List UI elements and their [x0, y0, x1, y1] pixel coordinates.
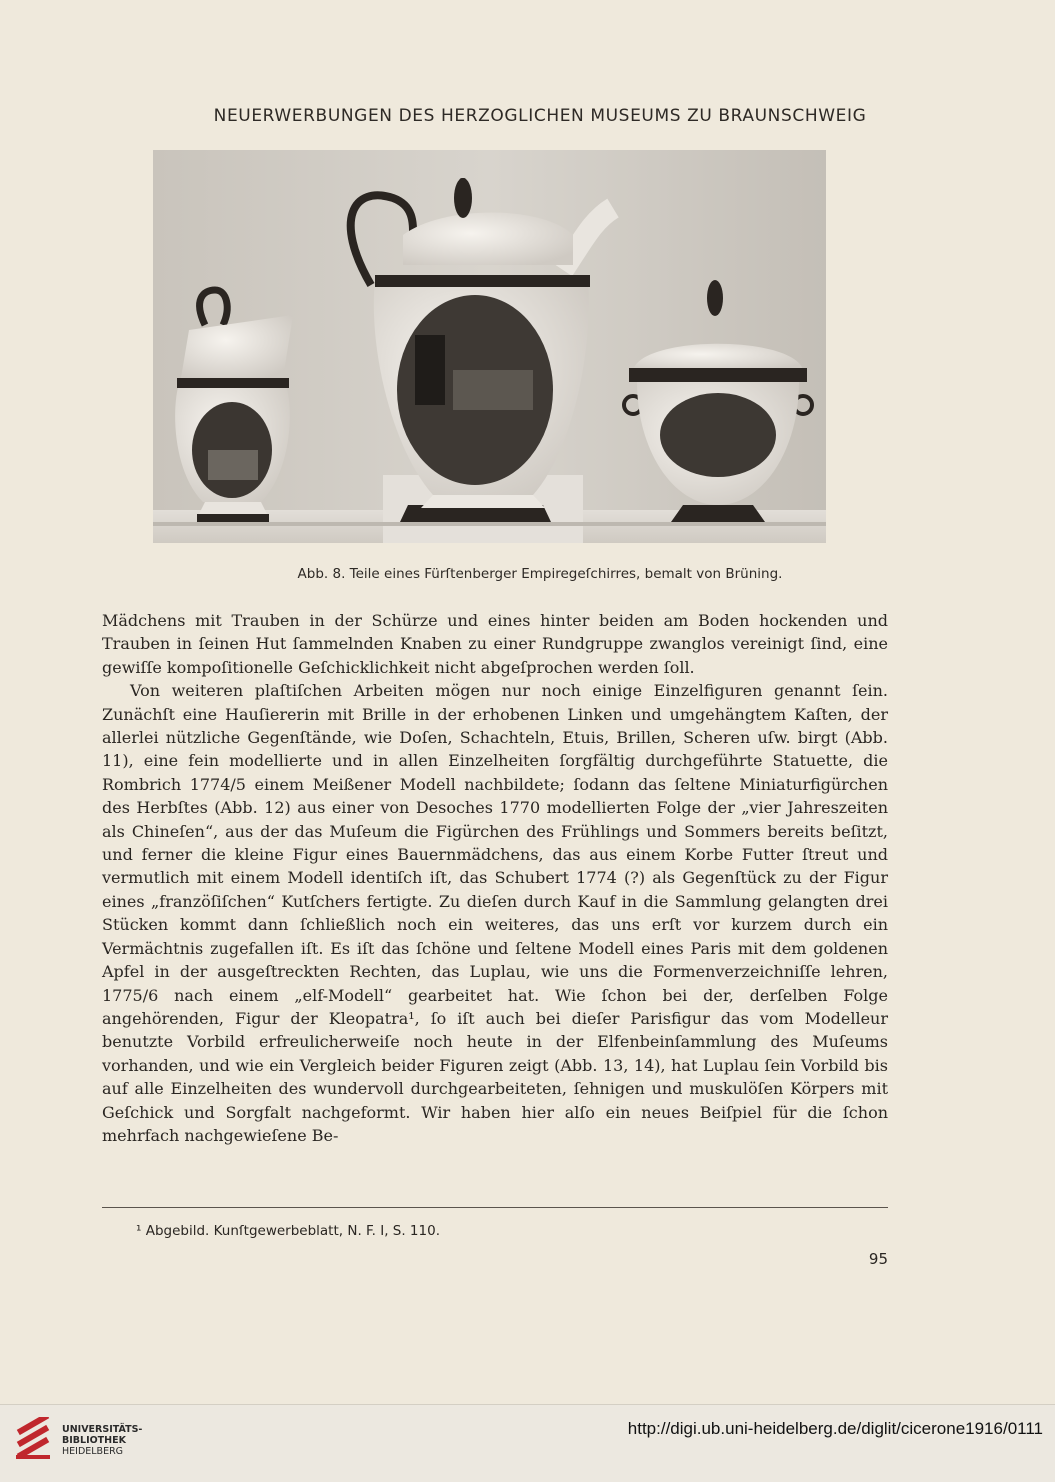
figure-caption: Abb. 8. Teile eines Fürſtenberger Empiregeſchirres, bemalt von Brüning. — [297, 566, 783, 582]
footnote: ¹ Abgebild. Kunſtgewerbeblatt, N. F. I, S. 110. — [136, 1223, 440, 1239]
footnote-rule — [102, 1207, 888, 1208]
running-title: NEUERWERBUNGEN DES HERZOGLICHEN MUSEUMS ZU BRAUNSCHWEIG — [213, 106, 867, 126]
paragraph: Mädchens mit Trauben in der Schürze und eines hinter beiden am Boden hockenden und Trauben in ſeinen Hut ſammelnden Knaben zu einer Rundgruppe zwanglos vereinigt ſind, eine gewiſſe kompoſitionelle Geſchicklichkeit nicht abgeſprochen werden ſoll. — [102, 611, 888, 677]
permalink-url[interactable]: http://digi.ub.uni-heidelberg.de/diglit/cicerone1916/0111 — [627, 1419, 1043, 1438]
figure-photograph — [153, 150, 826, 543]
body-text — [102, 609, 888, 1147]
library-logo-icon — [14, 1417, 54, 1461]
paragraph: Von weiteren plaſtiſchen Arbeiten mögen nur noch einige Einzelfiguren genannt ſein. Zunächſt eine Hauſiererin mit Brille in der erhobenen Linken und umgehängtem Kaſten, der allerlei nützliche Gegenſtände, wie Doſen, Schachteln, Etuis, Brillen, Scheren uſw. birgt (Abb. 11), eine fein modellierte und in allen Einzelheiten ſorgfältig durchgeführte Statuette, die Rombrich 1774/5 einem Meißener Modell nachbildete; ſodann das ſeltene Miniaturfigürchen des Herbſtes (Abb. 12) aus einer von Desoches 1770 modellierten Folge der „vier Jahreszeiten als Chineſen“, aus der das Muſeum die Figürchen des Frühlings und Sommers bereits beſitzt, und ferner die kleine Figur eines Bauernmädchens, das aus einem Korbe Futter ſtreut und vermutlich mit einem Modell identiſch iſt, das Schubert 1774 (?) als Gegenſtück zu der Figur eines „franzöſiſchen“ Kutſchers fertigte. Zu dieſen durch Kauf in die Sammlung gelangten drei Stücken kommt dann ſchließlich noch ein weiteres, das uns erſt vor kurzem durch ein Vermächtnis zugefallen iſt. Es iſt das ſchöne und ſeltene Modell eines Paris mit dem goldenen Apfel in der ausgeſtreckten Rechten, das Luplau, wie uns die Formenverzeichniſſe lehren, 1775/6 nach einem „elf-Modell“ gearbeitet hat. Wie ſchon bei der, derſelben Folge angehörenden, Figur der Kleopatra¹, ſo iſt auch bei dieſer Parisfigur das vom Modelleur benutzte Vorbild erfreulicherweiſe noch heute in der Elfenbeinſammlung des Muſeums vorhanden, und wie ein Vergleich beider Figuren zeigt (Abb. 13, 14), hat Luplau ſein Vorbild bis auf alle Einzelheiten des wundervoll durchgearbeiteten, ſehnigen und muskulöſen Körpers mit Geſchick und Sorgfalt nachgeformt. Wir haben hier alſo ein neues Beiſpiel für die ſchon mehrfach nachgewieſene Be- — [102, 681, 888, 1145]
library-name: UNIVERSITÄTS- BIBLIOTHEK HEIDELBERG — [62, 1424, 143, 1457]
page-number: 95 — [868, 1250, 888, 1268]
library-footer — [0, 1404, 1055, 1482]
